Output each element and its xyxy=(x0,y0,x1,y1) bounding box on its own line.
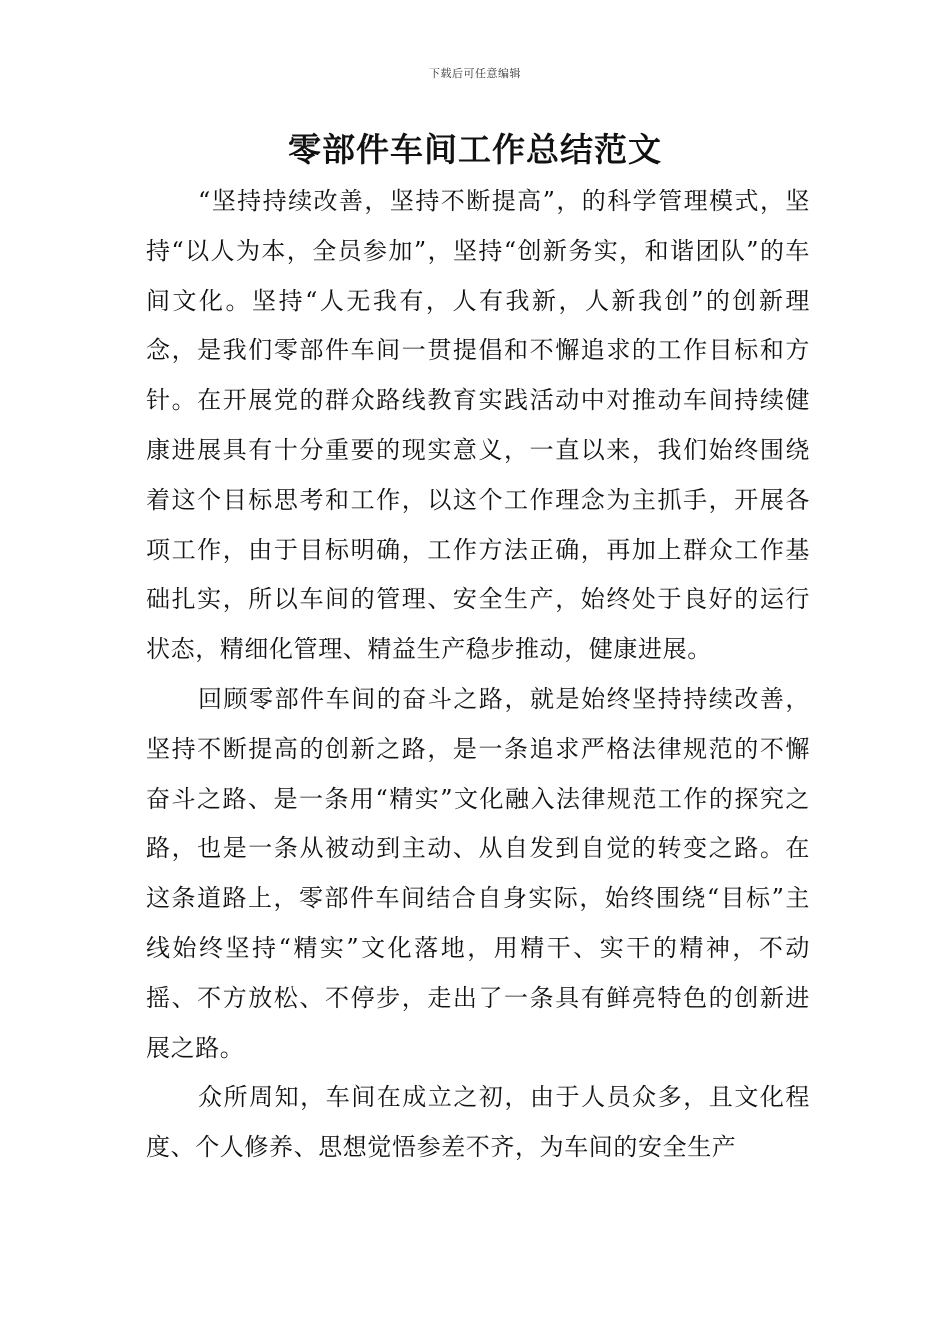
document-title: 零部件车间工作总结范文 xyxy=(288,130,662,169)
header-note: 下载后可任意编辑 xyxy=(429,67,521,80)
document-body xyxy=(146,177,810,1173)
paragraph-1: “坚持持续改善，坚持不断提高”，的科学管理模式，坚持“以人为本，全员参加”，坚持“创新务实，和谐团队”的车间文化。坚持“人无我有，人有我新，人新我创”的创新理念，是我们零部件车间一贯提倡和不懈追求的工作目标和方针。在开展党的群众路线教育实践活动中对推动车间持续健康进展具有十分重要的现实意义，一直以来，我们始终围绕着这个目标思考和工作，以这个工作理念为主抓手，开展各项工作，由于目标明确，工作方法正确，再加上群众工作基础扎实，所以车间的管理、安全生产，始终处于良好的运行状态，精细化管理、精益生产稳步推动，健康进展。 xyxy=(146,187,810,664)
paragraph-2: 回顾零部件车间的奋斗之路，就是始终坚持持续改善，坚持不断提高的创新之路，是一条追求严格法律规范的不懈奋斗之路、是一条用“精实”文化融入法律规范工作的探究之路，也是一条从被动到主动、从自发到自觉的转变之路。在这条道路上，零部件车间结合自身实际，始终围绕“目标”主线始终坚持“精实”文化落地，用精干、实干的精神，不动摇、不方放松、不停步，走出了一条具有鲜亮特色的创新进展之路。 xyxy=(146,684,810,1062)
paragraph-3: 众所周知，车间在成立之初，由于人员众多，且文化程度、个人修养、思想觉悟参差不齐，为车间的安全生产 xyxy=(146,1083,810,1162)
